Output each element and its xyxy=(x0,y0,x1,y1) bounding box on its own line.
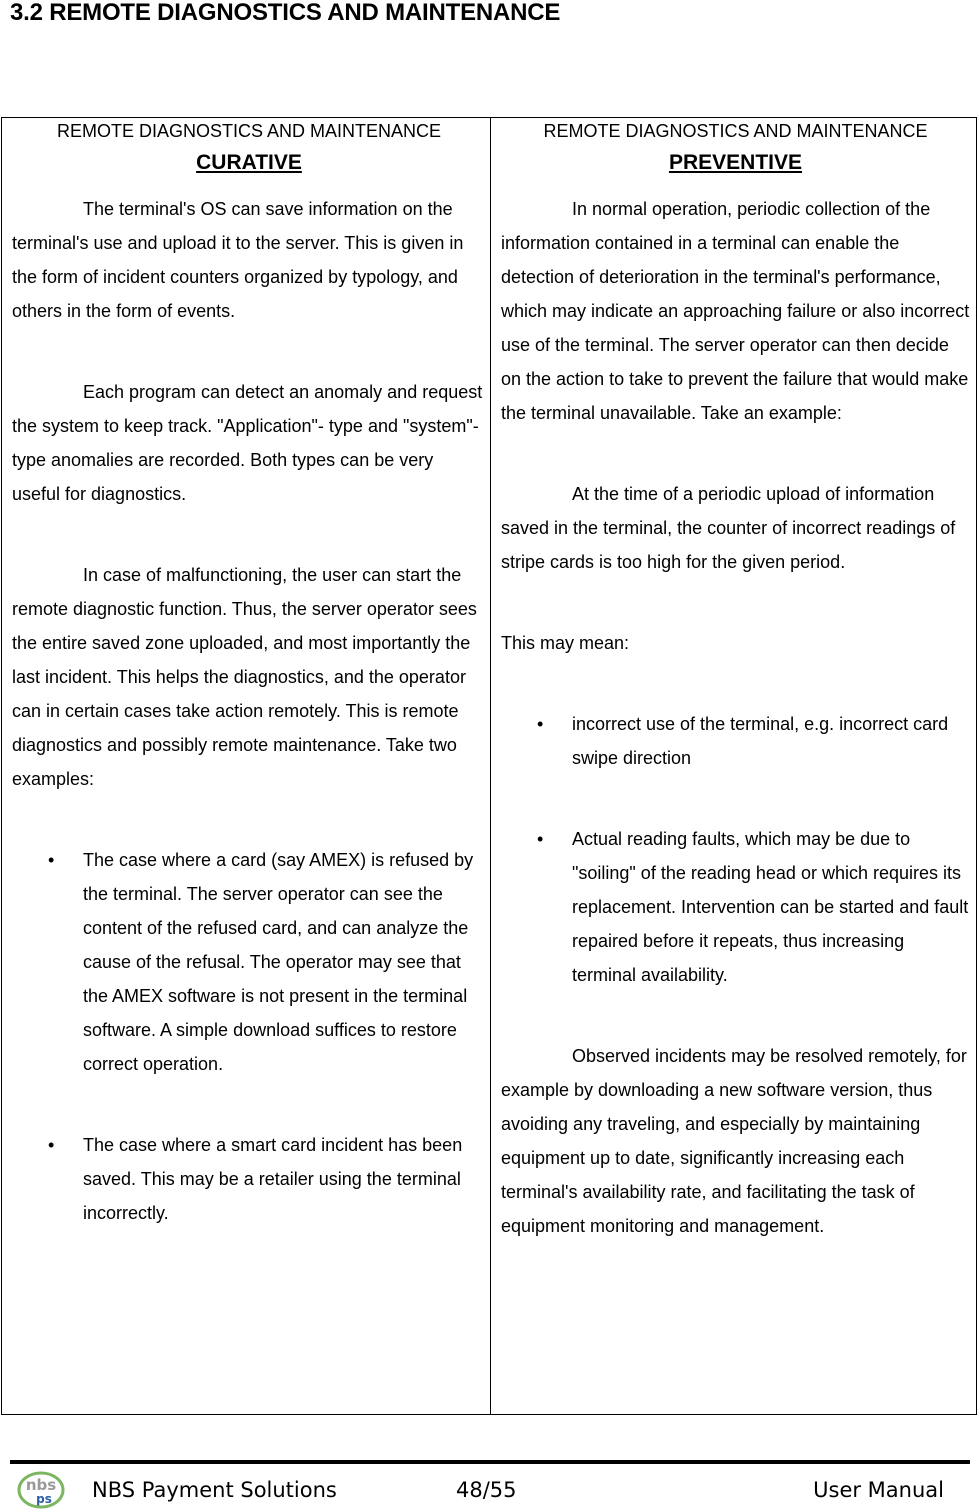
preventive-paragraph: At the time of a periodic upload of information saved in the terminal, the counter of incorrect readings of stripe cards is too high for the given period. xyxy=(501,484,956,572)
curative-bullet-item xyxy=(12,1128,486,1230)
preventive-bullet-item xyxy=(501,707,970,775)
footer-manual-title: User Manual xyxy=(813,1478,944,1502)
curative-column-heading: REMOTE DIAGNOSTICS AND MAINTENANCE xyxy=(56,121,442,141)
preventive-bullet-text: incorrect use of the terminal, e.g. incorrect card swipe direction xyxy=(572,714,949,768)
curative-title: CURATIVE xyxy=(196,151,302,174)
curative-paragraph: In case of malfunctioning, the user can start the remote diagnostic function. Thus, the server operator sees the entire saved zone uploaded, and most importantly the last incident. This helps the diagnostics, and the operator can in certain cases take action remotely. This is remote diagnostics and possibly remote maintenance. Take two examples: xyxy=(12,565,477,789)
bullet-icon: • xyxy=(537,714,544,734)
curative-paragraph: The terminal's OS can save information on the terminal's use and upload it to the server. This is given in the form of incident counters organized by typology, and others in the form of events. xyxy=(12,199,464,321)
page-footer xyxy=(10,1466,970,1506)
curative-paragraph: Each program can detect an anomaly and request the system to keep track. "Application"- type and "system"-type anomalies are recorded. Both types can be very useful for diagnostics. xyxy=(12,382,483,504)
footer-divider xyxy=(10,1460,970,1464)
section-title: 3.2 REMOTE DIAGNOSTICS AND MAINTENANCE xyxy=(10,0,561,26)
footer-page-number: 48/55 xyxy=(456,1478,517,1502)
curative-bullet-text: The case where a smart card incident has been saved. This may be a retailer using the terminal incorrectly. xyxy=(83,1135,463,1223)
preventive-column xyxy=(491,118,976,1414)
preventive-bullet-item xyxy=(501,822,970,992)
preventive-column-heading: REMOTE DIAGNOSTICS AND MAINTENANCE xyxy=(543,121,928,141)
content-table xyxy=(1,117,977,1415)
preventive-title: PREVENTIVE xyxy=(668,151,803,174)
bullet-icon: • xyxy=(48,850,55,870)
footer-company-name: NBS Payment Solutions xyxy=(92,1478,337,1502)
curative-bullet-text: The case where a card (say AMEX) is refused by the terminal. The server operator can see the content of the refused card, and can analyze the cause of the refusal. The operator may see that the AMEX software is not present in the terminal software. A simple download suffices to restore correct operation. xyxy=(83,850,474,1074)
nbs-logo-icon xyxy=(14,1470,68,1510)
logo-text-bottom: ps xyxy=(36,1492,52,1506)
preventive-paragraph: This may mean: xyxy=(501,633,630,653)
curative-bullet-item xyxy=(12,843,486,1081)
curative-column xyxy=(2,118,491,1414)
preventive-closing-paragraph: Observed incidents may be resolved remotely, for example by downloading a new software version, thus avoiding any traveling, and especially by maintaining equipment up to date, significantly increasing each terminal's availability rate, and facilitating the task of equipment monitoring and management. xyxy=(501,1046,967,1236)
preventive-bullet-text: Actual reading faults, which may be due to "soiling" of the reading head or which requires its replacement. Intervention can be started and fault repaired before it repeats, thus increasing terminal availability. xyxy=(572,829,969,985)
bullet-icon: • xyxy=(48,1135,55,1155)
preventive-paragraph: In normal operation, periodic collection of the information contained in a terminal can enable the detection of deterioration in the terminal's performance, which may indicate an approaching failure or also incorrect use of the terminal. The server operator can then decide on the action to take to prevent the failure that would make the terminal unavailable. Take an example: xyxy=(501,199,970,423)
logo-text-top: nbs xyxy=(25,1476,57,1494)
bullet-icon: • xyxy=(537,829,544,849)
